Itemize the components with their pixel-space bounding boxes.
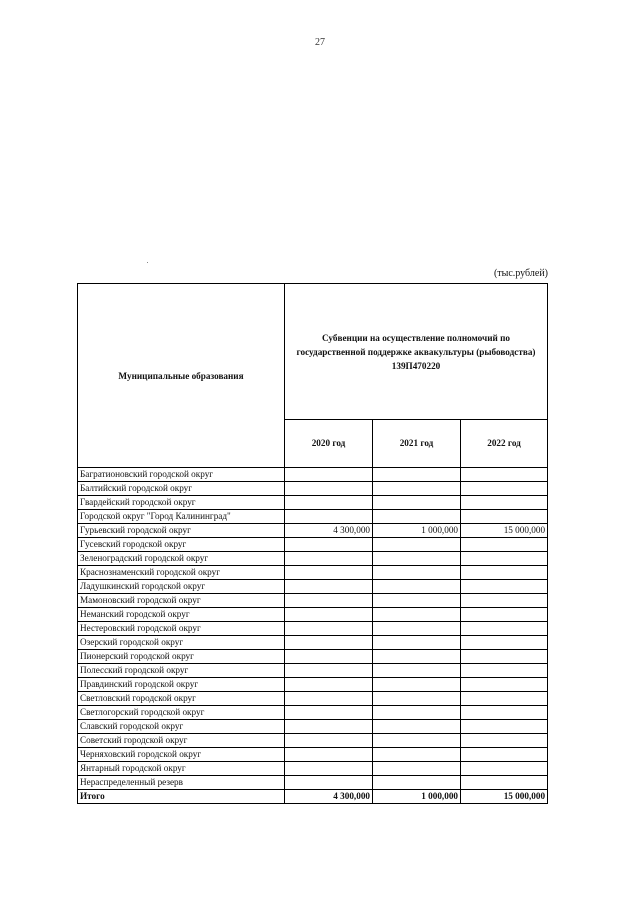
value-2022-cell xyxy=(461,692,548,706)
value-2020-cell: 4 300,000 xyxy=(285,790,373,804)
table-row xyxy=(78,468,548,482)
table-row xyxy=(78,650,548,664)
value-2021-cell xyxy=(373,706,461,720)
table-row xyxy=(78,608,548,622)
value-2020-cell xyxy=(285,482,373,496)
municipality-name-cell: Зеленоградский городской округ xyxy=(78,552,285,566)
value-2021-cell xyxy=(373,748,461,762)
municipality-name-cell: Советский городской округ xyxy=(78,734,285,748)
value-2021-cell xyxy=(373,692,461,706)
year-header-2022: 2022 год xyxy=(461,420,548,468)
table-row xyxy=(78,678,548,692)
total-row xyxy=(78,790,548,804)
table-row xyxy=(78,762,548,776)
value-2022-cell xyxy=(461,566,548,580)
value-2022-cell: 15 000,000 xyxy=(461,524,548,538)
value-2020-cell xyxy=(285,720,373,734)
value-2020-cell xyxy=(285,510,373,524)
value-2020-cell xyxy=(285,580,373,594)
municipality-name-cell: Балтийский городской округ xyxy=(78,482,285,496)
value-2022-cell xyxy=(461,510,548,524)
table-row xyxy=(78,552,548,566)
municipality-name-cell: Славский городской округ xyxy=(78,720,285,734)
value-2021-cell xyxy=(373,678,461,692)
table-row xyxy=(78,720,548,734)
municipality-name-cell: Ладушкинский городской округ xyxy=(78,580,285,594)
value-2021-cell: 1 000,000 xyxy=(373,524,461,538)
value-2020-cell xyxy=(285,650,373,664)
value-2022-cell xyxy=(461,748,548,762)
table-row xyxy=(78,496,548,510)
municipality-name-cell: Светловский городской округ xyxy=(78,692,285,706)
value-2020-cell xyxy=(285,636,373,650)
value-2021-cell xyxy=(373,762,461,776)
value-2022-cell xyxy=(461,608,548,622)
municipality-name-cell: Неманский городской округ xyxy=(78,608,285,622)
value-2022-cell xyxy=(461,720,548,734)
value-2022-cell xyxy=(461,538,548,552)
value-2022-cell: 15 000,000 xyxy=(461,790,548,804)
table-row xyxy=(78,692,548,706)
table-row xyxy=(78,538,548,552)
value-2020-cell xyxy=(285,496,373,510)
table-body xyxy=(78,468,548,804)
value-2021-cell xyxy=(373,664,461,678)
value-2021-cell xyxy=(373,468,461,482)
value-2021-cell xyxy=(373,552,461,566)
municipality-column-header: Муниципальные образования xyxy=(78,284,285,468)
value-2022-cell xyxy=(461,580,548,594)
municipality-name-cell: Итого xyxy=(78,790,285,804)
table-row xyxy=(78,510,548,524)
value-2021-cell xyxy=(373,636,461,650)
value-2020-cell xyxy=(285,622,373,636)
units-label: (тыс.рублей) xyxy=(493,268,548,279)
municipality-name-cell: Полесский городской округ xyxy=(78,664,285,678)
value-2022-cell xyxy=(461,762,548,776)
value-2021-cell xyxy=(373,580,461,594)
value-2020-cell xyxy=(285,608,373,622)
year-header-2020: 2020 год xyxy=(285,420,373,468)
table-row xyxy=(78,748,548,762)
value-2021-cell xyxy=(373,594,461,608)
value-2021-cell xyxy=(373,482,461,496)
value-2021-cell xyxy=(373,776,461,790)
municipality-name-cell: Озерский городской округ xyxy=(78,636,285,650)
table-row xyxy=(78,636,548,650)
table-row xyxy=(78,776,548,790)
table-row xyxy=(78,566,548,580)
value-2021-cell xyxy=(373,538,461,552)
table-row xyxy=(78,482,548,496)
value-2022-cell xyxy=(461,734,548,748)
value-2021-cell: 1 000,000 xyxy=(373,790,461,804)
subventions-table xyxy=(77,283,548,804)
value-2020-cell xyxy=(285,538,373,552)
value-2022-cell xyxy=(461,678,548,692)
value-2022-cell xyxy=(461,706,548,720)
page-number: 27 xyxy=(315,37,325,48)
value-2021-cell xyxy=(373,650,461,664)
value-2020-cell xyxy=(285,692,373,706)
table-row xyxy=(78,706,548,720)
municipality-name-cell: Пионерский городской округ xyxy=(78,650,285,664)
table-row xyxy=(78,594,548,608)
scan-mark xyxy=(147,262,148,263)
value-2021-cell xyxy=(373,720,461,734)
value-2020-cell xyxy=(285,552,373,566)
municipality-name-cell: Правдинский городской округ xyxy=(78,678,285,692)
municipality-name-cell: Черняховский городской округ xyxy=(78,748,285,762)
municipality-name-cell: Нестеровский городской округ xyxy=(78,622,285,636)
value-2022-cell xyxy=(461,552,548,566)
value-2022-cell xyxy=(461,482,548,496)
table-row xyxy=(78,580,548,594)
value-2020-cell xyxy=(285,776,373,790)
value-2022-cell xyxy=(461,594,548,608)
table-row xyxy=(78,622,548,636)
municipality-name-cell: Мамоновский городской округ xyxy=(78,594,285,608)
year-header-2021: 2021 год xyxy=(373,420,461,468)
value-2022-cell xyxy=(461,636,548,650)
value-2020-cell xyxy=(285,594,373,608)
value-2021-cell xyxy=(373,608,461,622)
value-2020-cell xyxy=(285,664,373,678)
value-2022-cell xyxy=(461,622,548,636)
value-2021-cell xyxy=(373,566,461,580)
value-2020-cell: 4 300,000 xyxy=(285,524,373,538)
value-2022-cell xyxy=(461,496,548,510)
value-2022-cell xyxy=(461,776,548,790)
municipality-name-cell: Краснознаменский городской округ xyxy=(78,566,285,580)
value-2021-cell xyxy=(373,622,461,636)
value-2021-cell xyxy=(373,734,461,748)
value-2020-cell xyxy=(285,748,373,762)
table-row xyxy=(78,664,548,678)
municipality-name-cell: Багратионовский городской округ xyxy=(78,468,285,482)
municipality-name-cell: Городской округ "Город Калининград" xyxy=(78,510,285,524)
value-2020-cell xyxy=(285,762,373,776)
value-2020-cell xyxy=(285,706,373,720)
value-2020-cell xyxy=(285,734,373,748)
subvention-column-header: Субвенции на осуществление полномочий по государственной поддержке аквакультуры (рыбоводства) 139П470220 xyxy=(285,284,548,420)
value-2022-cell xyxy=(461,664,548,678)
municipality-name-cell: Гурьевский городской округ xyxy=(78,524,285,538)
municipality-name-cell: Янтарный городской округ xyxy=(78,762,285,776)
value-2020-cell xyxy=(285,566,373,580)
municipality-name-cell: Нераспределенный резерв xyxy=(78,776,285,790)
value-2021-cell xyxy=(373,510,461,524)
municipality-name-cell: Светлогорский городской округ xyxy=(78,706,285,720)
table-row xyxy=(78,734,548,748)
value-2020-cell xyxy=(285,678,373,692)
municipality-name-cell: Гусевский городской округ xyxy=(78,538,285,552)
value-2020-cell xyxy=(285,468,373,482)
table-row xyxy=(78,524,548,538)
value-2022-cell xyxy=(461,650,548,664)
value-2022-cell xyxy=(461,468,548,482)
municipality-name-cell: Гвардейский городской округ xyxy=(78,496,285,510)
value-2021-cell xyxy=(373,496,461,510)
